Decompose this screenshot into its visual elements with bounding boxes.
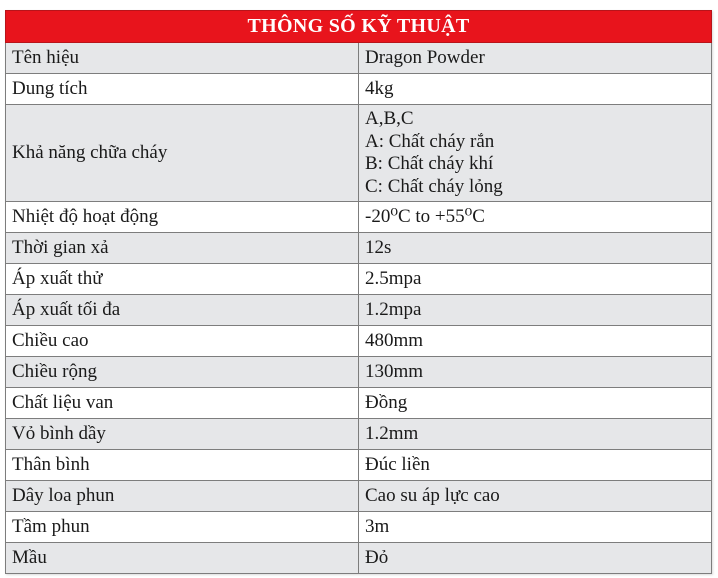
spec-table-title: THÔNG SỐ KỸ THUẬT bbox=[6, 11, 712, 43]
table-row bbox=[6, 105, 712, 202]
table-row bbox=[6, 543, 712, 574]
spec-value-multiline bbox=[359, 105, 712, 202]
spec-label: Áp xuất thử bbox=[6, 264, 359, 295]
spec-label: Thân bình bbox=[6, 450, 359, 481]
spec-value: Dragon Powder bbox=[359, 43, 712, 74]
spec-value: Đồng bbox=[359, 388, 712, 419]
table-row bbox=[6, 357, 712, 388]
spec-value-line: A: Chất cháy rắn bbox=[365, 130, 495, 152]
spec-value: Cao su áp lực cao bbox=[359, 481, 712, 512]
spec-value: -20⁰C to +55⁰C bbox=[359, 202, 712, 233]
spec-label: Chiều cao bbox=[6, 326, 359, 357]
spec-label: Chất liệu van bbox=[6, 388, 359, 419]
spec-label: Tầm phun bbox=[6, 512, 359, 543]
spec-value: 4kg bbox=[359, 74, 712, 105]
spec-value: 1.2mm bbox=[359, 419, 712, 450]
spec-label: Tên hiệu bbox=[6, 43, 359, 74]
table-row bbox=[6, 512, 712, 543]
spec-label: Khả năng chữa cháy bbox=[6, 105, 359, 202]
spec-value: Đúc liền bbox=[359, 450, 712, 481]
spec-value: 2.5mpa bbox=[359, 264, 712, 295]
table-row bbox=[6, 74, 712, 105]
table-row bbox=[6, 202, 712, 233]
spec-value-line: B: Chất cháy khí bbox=[365, 153, 494, 174]
table-row bbox=[6, 233, 712, 264]
table-row bbox=[6, 419, 712, 450]
table-row bbox=[6, 326, 712, 357]
table-row bbox=[6, 43, 712, 74]
spec-value: 3m bbox=[359, 512, 712, 543]
spec-label: Nhiệt độ hoạt động bbox=[6, 202, 359, 233]
spec-label: Mầu bbox=[6, 543, 359, 574]
spec-value: 1.2mpa bbox=[359, 295, 712, 326]
spec-table-header-row bbox=[6, 11, 712, 43]
spec-label: Chiều rộng bbox=[6, 357, 359, 388]
spec-value: 480mm bbox=[359, 326, 712, 357]
spec-value: Đỏ bbox=[359, 543, 712, 574]
table-row bbox=[6, 450, 712, 481]
table-row bbox=[6, 388, 712, 419]
spec-label: Áp xuất tối đa bbox=[6, 295, 359, 326]
spec-table bbox=[5, 10, 712, 574]
spec-value: 130mm bbox=[359, 357, 712, 388]
table-row bbox=[6, 481, 712, 512]
spec-value-line: C: Chất cháy lỏng bbox=[365, 175, 503, 197]
table-row bbox=[6, 264, 712, 295]
spec-label: Dây loa phun bbox=[6, 481, 359, 512]
table-row bbox=[6, 295, 712, 326]
spec-value-line: A,B,C bbox=[365, 108, 414, 129]
spec-label: Vỏ bình dầy bbox=[6, 419, 359, 450]
spec-label: Dung tích bbox=[6, 74, 359, 105]
spec-label: Thời gian xả bbox=[6, 233, 359, 264]
spec-value: 12s bbox=[359, 233, 712, 264]
